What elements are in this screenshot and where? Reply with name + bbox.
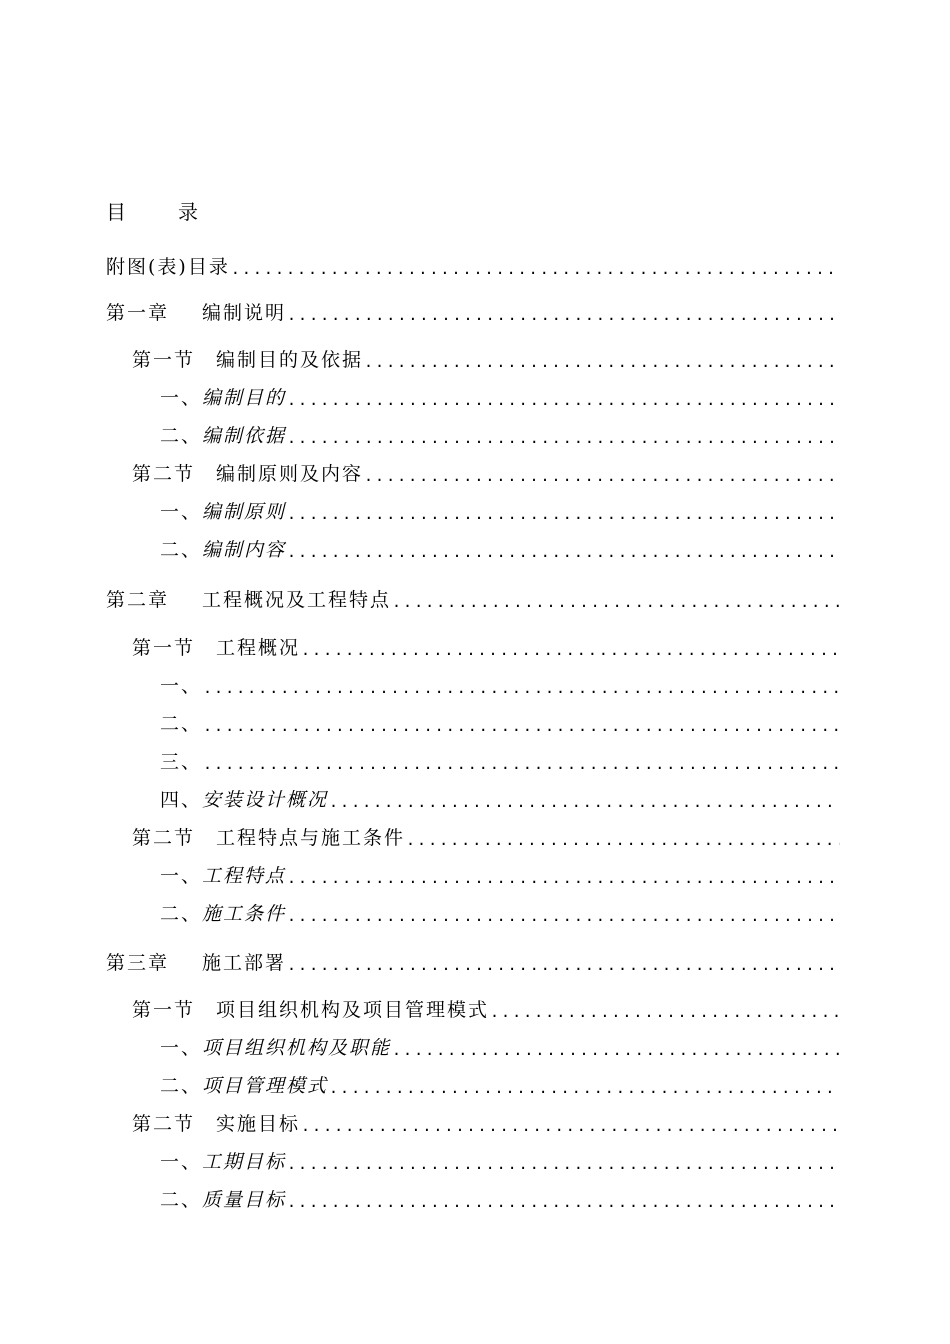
- toc-entry-number: 第二节: [132, 827, 196, 849]
- toc-entry-number: 一、: [160, 675, 203, 697]
- toc-entry-label: 实施目标: [216, 1113, 301, 1135]
- toc-entry-number: 第二节: [132, 1113, 196, 1135]
- dot-leader: [203, 677, 840, 699]
- toc-entry[interactable]: [132, 997, 840, 1023]
- toc-entry-number: 第一章: [106, 302, 170, 324]
- toc-entry-number: 二、: [160, 1189, 203, 1211]
- toc-entry-label: 编制目的: [202, 387, 287, 409]
- toc-entry[interactable]: [160, 385, 840, 411]
- dot-leader: [287, 503, 840, 525]
- toc-entry-number: 二、: [160, 713, 203, 735]
- dot-leader: [490, 1001, 840, 1023]
- toc-entry-label: 编制说明: [202, 302, 287, 324]
- toc-entry[interactable]: [160, 1187, 840, 1213]
- toc-entry[interactable]: [160, 1149, 840, 1175]
- toc-entry-label: 施工条件: [202, 903, 287, 925]
- toc-entry-number: 一、: [160, 501, 203, 523]
- toc-entry[interactable]: [160, 711, 840, 737]
- toc-entry[interactable]: [160, 1073, 840, 1099]
- toc-heading-left: 目: [106, 200, 126, 224]
- toc-entry-number: 二、: [160, 425, 203, 447]
- dot-leader: [287, 1191, 840, 1213]
- toc-entry-label: 编制内容: [202, 539, 287, 561]
- toc-entry[interactable]: [106, 950, 840, 976]
- toc-entry[interactable]: [132, 635, 840, 661]
- toc-entry-number: 第一节: [132, 349, 196, 371]
- dot-leader: [329, 791, 840, 813]
- toc-entry[interactable]: [160, 749, 840, 775]
- toc-entry-number: 第三章: [106, 952, 170, 974]
- toc-entry-label: 编制目的及依据: [216, 349, 364, 371]
- dot-leader: [406, 829, 840, 851]
- toc-entry[interactable]: [132, 347, 840, 373]
- toc-entry-label: 编制依据: [202, 425, 287, 447]
- toc-entry[interactable]: [160, 901, 840, 927]
- toc-entry[interactable]: [106, 587, 840, 613]
- dot-leader: [364, 351, 840, 373]
- dot-leader: [287, 304, 840, 326]
- toc-entry-label: 工程特点: [202, 865, 287, 887]
- toc-entry[interactable]: [106, 254, 840, 280]
- toc-entry-label: 质量目标: [202, 1189, 287, 1211]
- toc-entry[interactable]: [160, 423, 840, 449]
- toc-entry[interactable]: [132, 825, 840, 851]
- dot-leader: [301, 639, 840, 661]
- toc-entry-number: 二、: [160, 539, 203, 561]
- dot-leader: [392, 1039, 840, 1061]
- toc-entry-number: 三、: [160, 751, 203, 773]
- toc-entry-label: 项目组织机构及项目管理模式: [216, 999, 490, 1021]
- toc-entry-label: 工程特点与施工条件: [216, 827, 406, 849]
- toc-entry[interactable]: [160, 499, 840, 525]
- dot-leader: [287, 541, 840, 563]
- toc-heading: [106, 196, 198, 225]
- toc-entry[interactable]: [132, 1111, 840, 1137]
- dot-leader: [203, 753, 840, 775]
- toc-entry-label: 项目组织机构及职能: [202, 1037, 392, 1059]
- toc-entry[interactable]: [160, 787, 840, 813]
- toc-entry-number: 二、: [160, 1075, 203, 1097]
- dot-leader: [301, 1115, 840, 1137]
- toc-entry[interactable]: [160, 537, 840, 563]
- toc-entry-label: 安装设计概况: [202, 789, 329, 811]
- toc-entry-number: 第一节: [132, 999, 196, 1021]
- toc-entry-label: 附图(表)目录: [106, 256, 230, 278]
- toc-entry-number: 一、: [160, 865, 203, 887]
- toc-entry-number: 二、: [160, 903, 203, 925]
- toc-entry[interactable]: [132, 461, 840, 487]
- dot-leader: [287, 1153, 840, 1175]
- dot-leader: [287, 389, 840, 411]
- toc-entry[interactable]: [160, 1035, 840, 1061]
- toc-entry-label: 工程概况: [216, 637, 301, 659]
- toc-entry-label: 项目管理模式: [202, 1075, 329, 1097]
- toc-entry-number: 四、: [160, 789, 203, 811]
- toc-entry[interactable]: [160, 673, 840, 699]
- toc-entry[interactable]: [160, 863, 840, 889]
- toc-entry-number: 第一节: [132, 637, 196, 659]
- dot-leader: [287, 427, 840, 449]
- toc-entry-number: 一、: [160, 387, 203, 409]
- dot-leader: [329, 1077, 840, 1099]
- toc-entry-number: 第二章: [106, 589, 170, 611]
- toc-entry-number: 一、: [160, 1037, 203, 1059]
- toc-entry-label: 编制原则及内容: [216, 463, 364, 485]
- dot-leader: [203, 715, 840, 737]
- dot-leader: [231, 258, 840, 280]
- dot-leader: [392, 591, 840, 613]
- toc-entry-number: 一、: [160, 1151, 203, 1173]
- toc-entry-label: 工期目标: [202, 1151, 287, 1173]
- toc-entry-label: 工程概况及工程特点: [202, 589, 392, 611]
- toc-entry-number: 第二节: [132, 463, 196, 485]
- dot-leader: [287, 954, 840, 976]
- dot-leader: [364, 465, 840, 487]
- dot-leader: [287, 867, 840, 889]
- toc-entry[interactable]: [106, 300, 840, 326]
- toc-entry-label: 施工部署: [202, 952, 287, 974]
- dot-leader: [287, 905, 840, 927]
- toc-entry-label: 编制原则: [202, 501, 287, 523]
- toc-heading-right: 录: [178, 200, 198, 224]
